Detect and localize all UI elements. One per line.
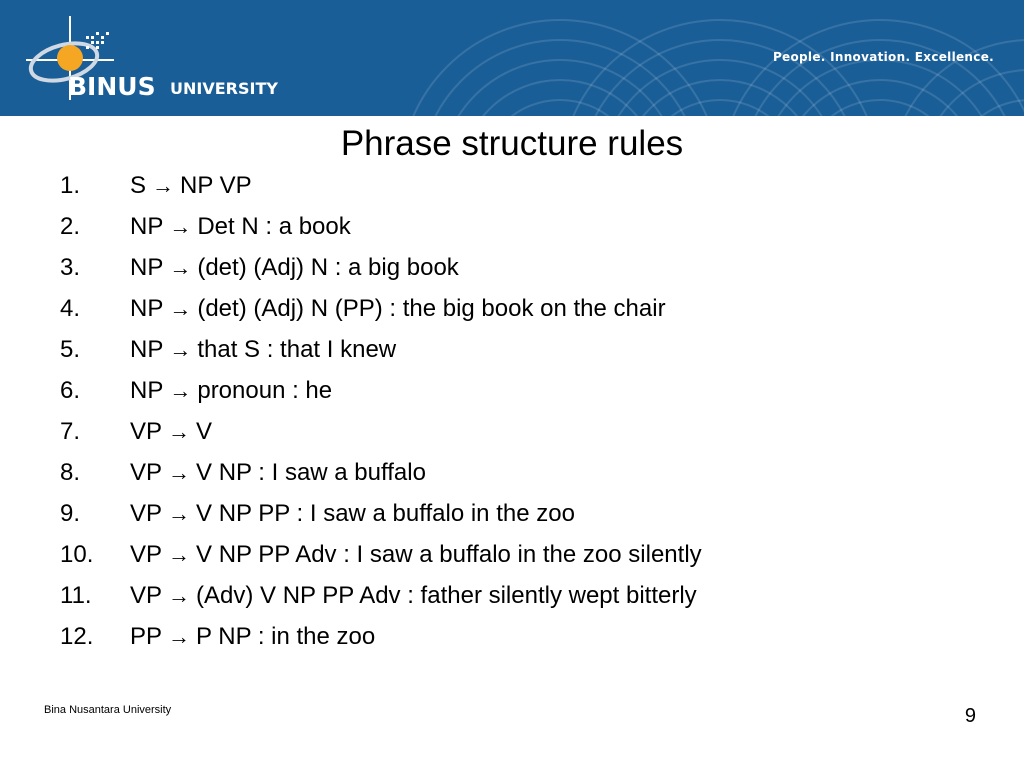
rule-rhs: pronoun : he — [197, 377, 333, 404]
tagline: People. Innovation. Excellence. — [772, 50, 994, 64]
rule-rhs: NP VP — [180, 172, 252, 199]
rule-lhs: NP — [130, 336, 164, 363]
rule-lhs: VP — [130, 459, 163, 486]
rule-rhs: V NP PP Adv : I saw a buffalo in the zoo silently — [196, 541, 702, 568]
rule-rhs: that S : that I knew — [197, 336, 397, 363]
rule-lhs: NP — [130, 213, 164, 240]
rule-rhs: (Adv) V NP PP Adv : father silently wept bitterly — [196, 582, 697, 609]
rule-item — [60, 247, 702, 288]
rule-number: 4. — [60, 295, 81, 322]
rule-item — [60, 370, 702, 411]
slide-title: Phrase structure rules — [340, 124, 684, 163]
rule-rhs: (det) (Adj) N (PP) : the big book on the chair — [197, 295, 666, 322]
header-banner — [0, 0, 1024, 116]
rule-lhs: NP — [130, 254, 164, 281]
arrow-icon: → — [169, 378, 192, 403]
rule-item — [60, 206, 702, 247]
rule-item — [60, 616, 702, 657]
arrow-icon: → — [168, 542, 191, 567]
rule-rhs: V NP : I saw a buffalo — [196, 459, 426, 486]
rule-item — [60, 288, 702, 329]
rule-number: 3. — [60, 254, 81, 281]
rule-number: 2. — [60, 213, 81, 240]
arrow-icon: → — [169, 255, 192, 280]
arrow-icon: → — [169, 337, 192, 362]
rule-number: 10. — [60, 541, 94, 568]
logo-orange-sphere — [57, 45, 83, 71]
rule-number: 11. — [60, 582, 92, 609]
logo-brand-sub: UNIVERSITY — [170, 79, 278, 98]
rule-rhs: V NP PP : I saw a buffalo in the zoo — [196, 500, 575, 527]
rule-lhs: VP — [130, 500, 163, 527]
arrow-icon: → — [152, 173, 175, 198]
arrow-icon: → — [168, 501, 191, 526]
rule-lhs: VP — [130, 582, 163, 609]
rule-number: 12. — [60, 623, 94, 650]
rule-item — [60, 411, 702, 452]
rule-rhs: P NP : in the zoo — [196, 623, 376, 650]
rule-lhs: VP — [130, 418, 163, 445]
rule-number: 1. — [60, 172, 81, 199]
rule-lhs: VP — [130, 541, 163, 568]
rule-item — [60, 493, 702, 534]
arrow-icon: → — [169, 296, 192, 321]
arrow-icon: → — [168, 624, 191, 649]
rule-item — [60, 534, 702, 575]
rule-item — [60, 452, 702, 493]
rule-rhs: Det N : a book — [197, 213, 351, 240]
rule-number: 5. — [60, 336, 81, 363]
rules-list — [60, 165, 702, 657]
rule-lhs: NP — [130, 377, 164, 404]
rule-number: 6. — [60, 377, 81, 404]
arrow-icon: → — [169, 214, 192, 239]
arrow-icon: → — [168, 419, 191, 444]
arrow-icon: → — [168, 583, 191, 608]
page-number: 9 — [964, 705, 976, 727]
rule-lhs: S — [130, 172, 147, 199]
arrow-icon: → — [168, 460, 191, 485]
rule-rhs: (det) (Adj) N : a big book — [197, 254, 459, 281]
rule-item — [60, 575, 702, 616]
footer-organization: Bina Nusantara University — [44, 704, 172, 716]
rule-item — [60, 329, 702, 370]
rule-number: 8. — [60, 459, 81, 486]
rule-number: 7. — [60, 418, 81, 445]
rule-rhs: V — [196, 418, 213, 445]
rule-item — [60, 165, 702, 206]
binus-logo — [18, 10, 308, 106]
rule-lhs: PP — [130, 623, 163, 650]
logo-brand-main: BINUS — [68, 72, 156, 101]
rule-number: 9. — [60, 500, 81, 527]
rule-lhs: NP — [130, 295, 164, 322]
